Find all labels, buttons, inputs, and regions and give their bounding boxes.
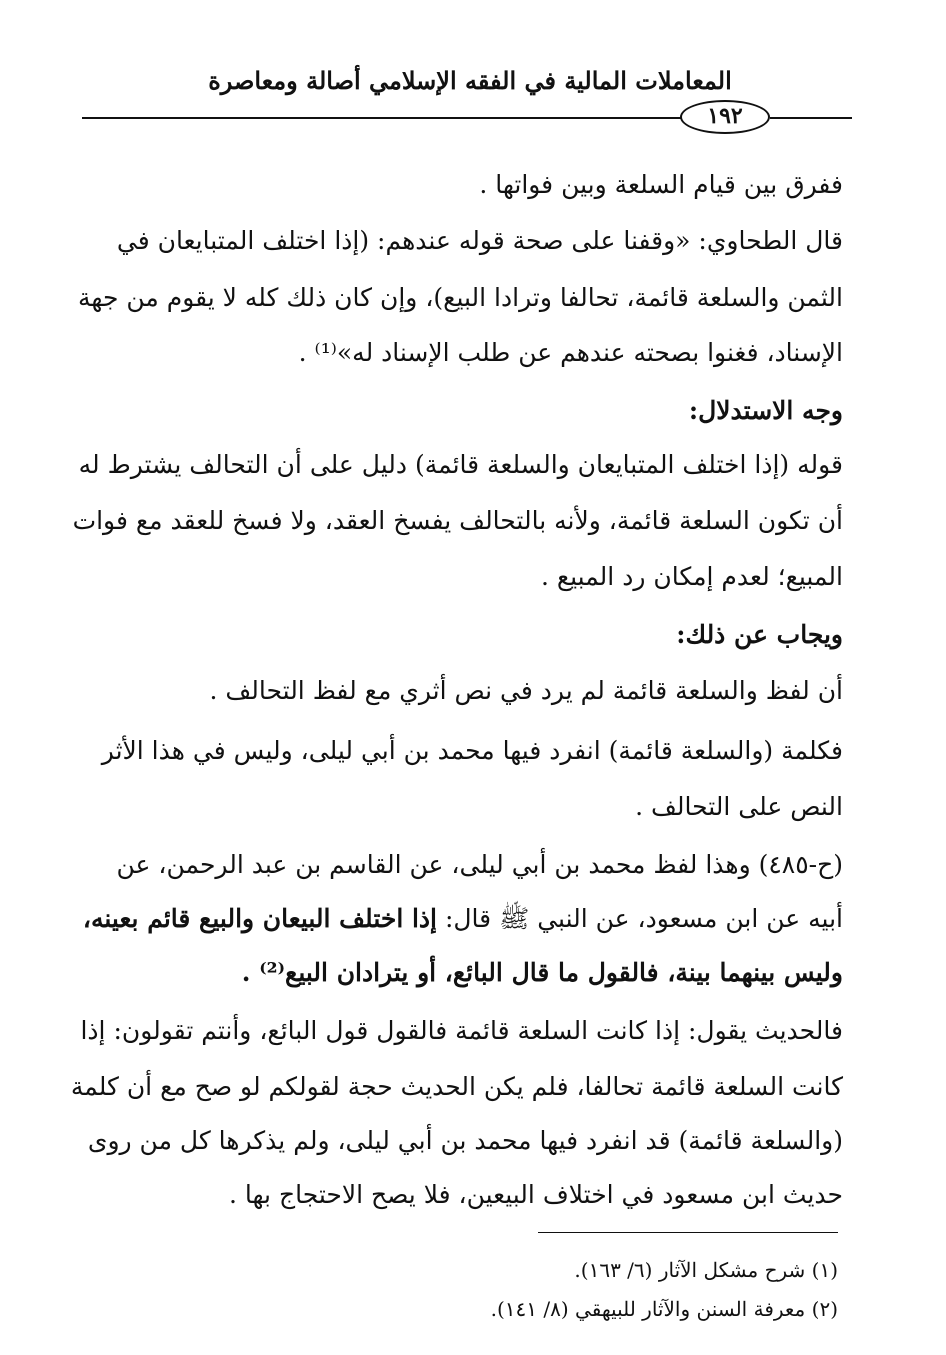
text-line: النص على التحالف . [635, 792, 843, 821]
text-line: فكلمة (والسلعة قائمة) انفرد فيها محمد بن أبي ليلى، وليس في هذا الأثر [101, 736, 843, 765]
text-line: حديث ابن مسعود في اختلاف البيعين، فلا يصح الاحتجاج بها . [229, 1180, 843, 1209]
header-rule [82, 117, 682, 119]
text-line: المبيع؛ لعدم إمكان رد المبيع . [540, 562, 843, 591]
footnote: (١) شرح مشكل الآثار (٦/ ١٦٣). [574, 1258, 838, 1282]
text-line: (والسلعة قائمة) قد انفرد فيها محمد بن أبي ليلى، ولم يذكرها كل من روى [87, 1126, 843, 1155]
header-rule-right [770, 117, 852, 119]
hadith-text: وليس بينهما بينة، فالقول ما قال البائع، أو يترادان البيع⁽²⁾ . [241, 958, 843, 987]
text-line: الإسناد، فغنوا بصحته عندهم عن طلب الإسناد له»⁽¹⁾ . [298, 338, 843, 367]
text-line: أن لفظ والسلعة قائمة لم يرد في نص أثري مع لفظ التحالف . [209, 676, 843, 705]
section-heading: وجه الاستدلال: [688, 396, 843, 425]
footnote-rule [538, 1232, 838, 1233]
text-line: فالحديث يقول: إذا كانت السلعة قائمة فالقول قول البائع، وأنتم تقولون: إذا [80, 1016, 843, 1045]
text-line: الثمن والسلعة قائمة، تحالفا وترادا البيع)، وإن كان ذلك كله لا يقوم من جهة [78, 283, 843, 312]
page-number: ١٩٢ [680, 100, 770, 134]
text-line: قال الطحاوي: «وقفنا على صحة قوله عندهم: (إذا اختلف المتبايعان في [116, 226, 843, 255]
hadith-text: إذا اختلف البيعان والبيع قائم بعينه، [82, 904, 438, 933]
text-line: كانت السلعة قائمة تحالفا، فلم يكن الحديث حجة لقولكم لو صح مع أن كلمة [70, 1072, 843, 1101]
text-line: قوله (إذا اختلف المتبايعان والسلعة قائمة) دليل على أن التحالف يشترط له [78, 450, 843, 479]
text-line: ففرق بين قيام السلعة وبين فواتها . [479, 170, 843, 199]
footnote: (٢) معرفة السنن والآثار للبيهقي (٨/ ١٤١). [490, 1297, 838, 1321]
text-line: أن تكون السلعة قائمة، ولأنه بالتحالف يفسخ العقد، ولا فسخ للعقد مع فوات [72, 506, 843, 535]
text-line: (ح-٤٨٥) وهذا لفظ محمد بن أبي ليلى، عن القاسم بن عبد الرحمن، عن [116, 850, 843, 879]
text-line [73, 892, 843, 946]
running-title: المعاملات المالية في الفقه الإسلامي أصالة ومعاصرة [208, 66, 732, 95]
text-span: أبيه عن ابن مسعود، عن النبي ﷺ قال: [437, 904, 843, 933]
section-heading: ويجاب عن ذلك: [676, 620, 843, 649]
